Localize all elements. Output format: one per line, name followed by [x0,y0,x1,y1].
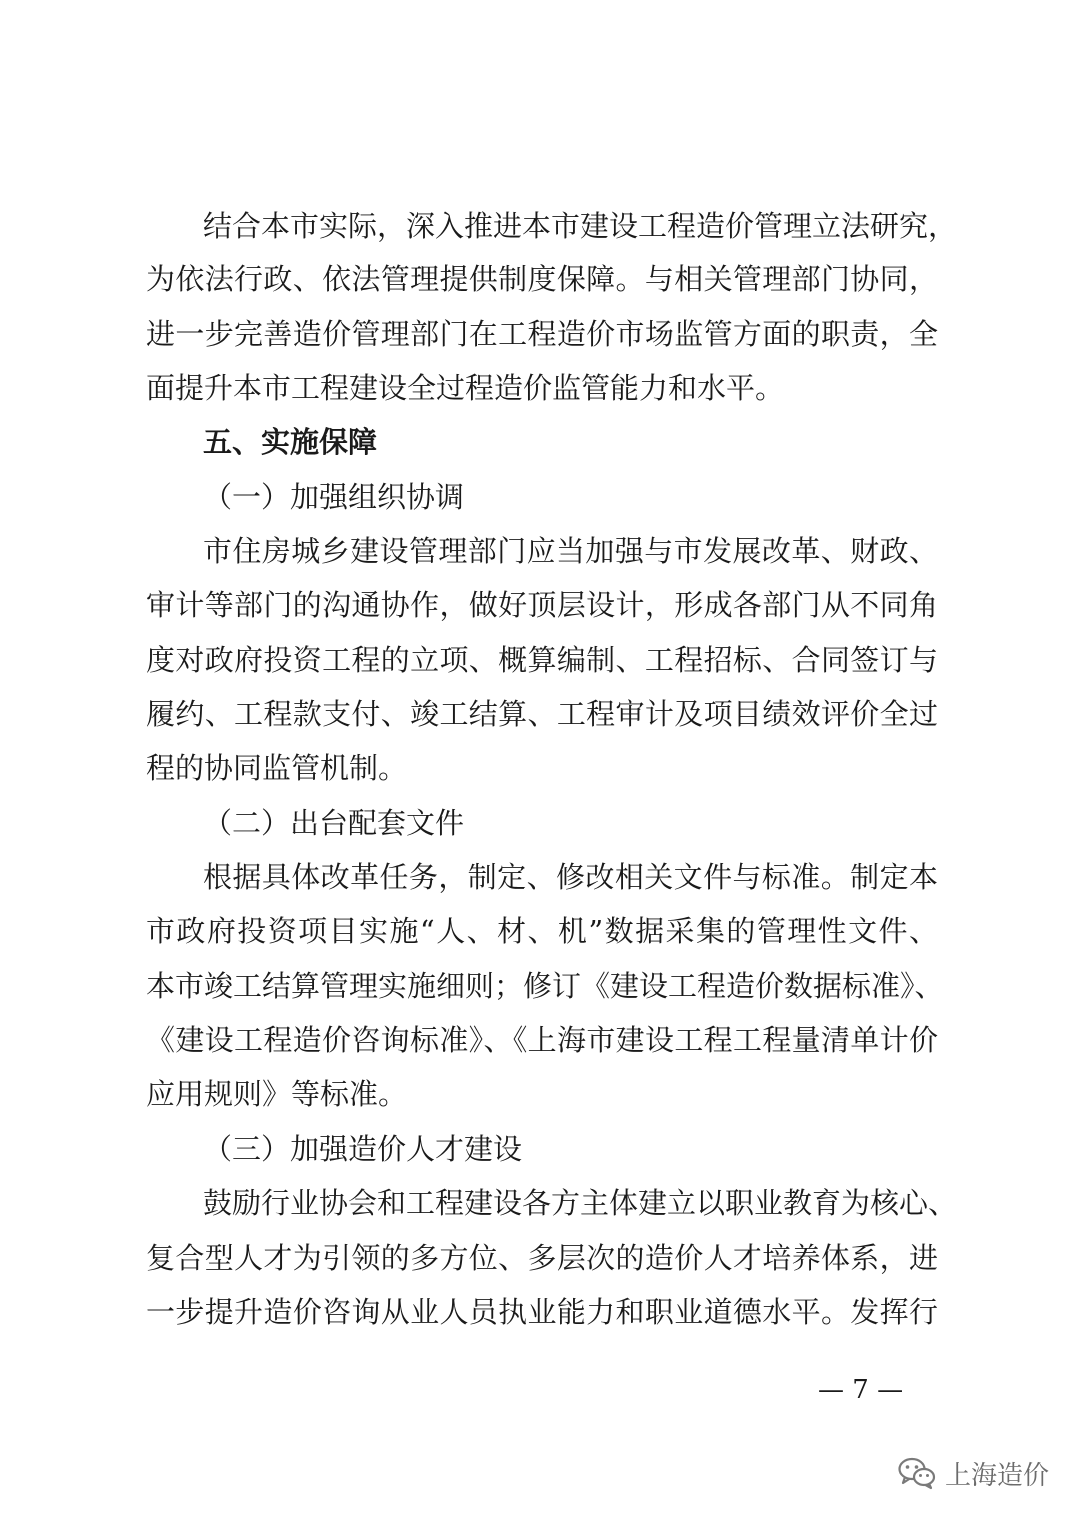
wechat-icon [897,1456,937,1490]
paragraph-line: 市住房城乡建设管理部门应当加强与市发展改革、财政、 [203,534,938,568]
paragraph-line: 应用规则》等标准。 [146,1077,408,1111]
subsection-heading: （三）加强造价人才建设 [203,1132,523,1166]
subsection-heading: （一）加强组织协调 [203,480,465,514]
paragraph-line: 进一步完善造价管理部门在工程造价市场监管方面的职责，全 [146,317,938,351]
paragraph-line: 复合型人才为引领的多方位、多层次的造价人才培养体系，进 [146,1241,938,1275]
paragraph-line: 一步提升造价咨询从业人员执业能力和职业道德水平。发挥行 [146,1295,938,1329]
subsection-heading: （二）出台配套文件 [203,806,465,840]
paragraph-line: 《建设工程造价咨询标准》、《上海市建设工程工程量清单计价 [146,1023,938,1057]
paragraph-line: 本市竣工结算管理实施细则；修订《建设工程造价数据标准》、 [146,969,944,1003]
page-number: — 7 — [818,1375,904,1405]
watermark [897,1451,1049,1495]
section-heading: 五、实施保障 [203,425,378,459]
paragraph-line: 为依法行政、依法管理提供制度保障。与相关管理部门协同， [146,262,938,296]
paragraph-line: 审计等部门的沟通协作，做好顶层设计，形成各部门从不同角 [146,588,938,622]
paragraph-line: 结合本市实际，深入推进本市建设工程造价管理立法研究， [203,209,958,243]
watermark-text: 上海造价 [945,1460,1050,1491]
paragraph-line: 程的协同监管机制。 [146,751,408,785]
paragraph-line: 根据具体改革任务，制定、修改相关文件与标准。制定本 [203,860,938,894]
paragraph-line: 履约、工程款支付、竣工结算、工程审计及项目绩效评价全过 [146,697,938,731]
paragraph-line: 鼓励行业协会和工程建设各方主体建立以职业教育为核心、 [203,1186,958,1220]
paragraph-line: 面提升本市工程建设全过程造价监管能力和水平。 [146,371,785,405]
paragraph-line: 度对政府投资工程的立项、概算编制、工程招标、合同签订与 [146,643,938,677]
paragraph-line: 市政府投资项目实施“人、材、机”数据采集的管理性文件、 [146,914,938,948]
